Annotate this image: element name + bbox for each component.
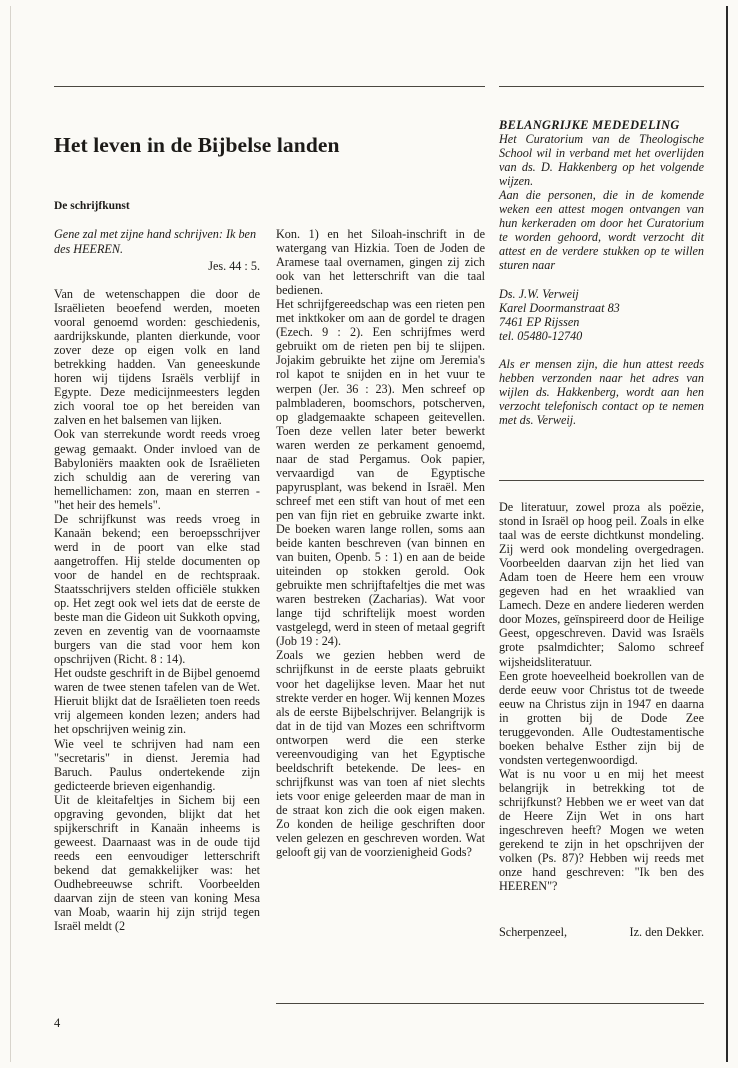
- paragraph: Het schrijfgereedschap was een rieten pen met inktkoker om aan de gordel te dragen (Ezech. 9 : 2). Een schrijfmes werd gebruikt om de rieten pen bij te slijpen. Jojakim gebruikte het zijne om Jeremia's rol kapot te snijden en in het vuur te werpen (Jer. 36 : 23). Men schreef op palmbladeren, boomschors, potscherven, op gladgemaakte schapeen geitevellen. Toen deze vellen later beter bewerkt waren werden ze perkament genoemd, naar de stad Pergamus. Ook papier, vervaardigd van de Egyptische papyrusplant, was bekend in Israël. Men schreef met een stift van hout of met een pen van fijn riet en gebruike zwarte inkt. De boeken waren lange rollen, soms aan beide kanten beschreven (van binnen en van buiten, Openb. 5 : 1) en aan de beide uiteinden op stokken gerold. Ook gebruikte men schrijftafeltjes die met was waren bestreken (Zacharias). Wat voor lange tijd schriftelijk moest worden vastgelegd, werd in steen of metaal gegrift (Job 19 : 24).: [276, 297, 485, 649]
- motto-quote: Gene zal met zijne hand schrijven: Ik ben des HEEREN.: [54, 227, 257, 256]
- article-column-2: [276, 227, 485, 859]
- paragraph: Het oudste geschrift in de Bijbel genoemd waren de twee stenen tafelen van de Wet. Hieruit blijkt dat de Israëlieten toen reeds vrij algemeen konden lezen; anders had het opschrijven weinig zin.: [54, 666, 260, 737]
- notice-paragraph: Het Curatorium van de Theologische School wil in verband met het overlijden van ds. D. Hakkenberg op het volgende wijzen.: [499, 132, 704, 189]
- paragraph: De schrijfkunst was reeds vroeg in Kanaän bekend; een beroepsschrijver werd in de poort van elke stad aangetroffen. Hij stelde documenten op voor de handel en de rechtspraak. Staatsschrijvers stelden officiële stukken op. Het zegt ook wel iets dat de eerste de beste man die Gideon uit Sukkoth opving, zeven en zeventig van de voornaamste burgers van die stad voor hem kon opschrijven (Richt. 8 : 14).: [54, 511, 260, 667]
- paragraph: Uit de kleitafeltjes in Sichem bij een opgraving gevonden, blijkt dat het spijkerschrift in Kanaän inheems is geweest. Daarnaast was in de oude tijd reeds een eenvoudiger letterschrift bekend dat gemakkelijker was: het Oudhebreeuwse schrift. Voorbeelden daarvan zijn de steen van koning Mesa van Moab, waarin hij zijn strijd tegen Israël meldt (2: [54, 792, 260, 934]
- address-line: Ds. J.W. Verweij: [499, 286, 579, 301]
- article-title: Het leven in de Bijbelse landen: [54, 133, 340, 157]
- paragraph: Wat is nu voor u en mij het meest belangrijk in betrekking tot de schrijfkunst? Hebben we er weet van dat de Heere Zijn Wet in ons hart ingeschreven heeft? Mogen we weten gerekend te zijn in het opschrijven der volken (Ps. 87)? Hebben wij reeds met onze hand geschreven: "Ik ben des HEEREN"?: [499, 766, 704, 894]
- notice-address: [499, 287, 704, 343]
- address-line: tel. 05480-12740: [499, 328, 583, 343]
- paragraph: Van de wetenschappen die door de Israëlieten beoefend werden, moeten vooral genoemd worden: geschiedenis, aardrijkskunde, planten dierkunde, voor zover deze op eigen volk en land betrekking hadden. Van geneeskunde horen wij tijdens Israëls verblijf in Egypte. Deze medicijnmeesters legden zich vooral toe op het bereiden van zalven en het balsemen van lijken.: [54, 287, 260, 428]
- paragraph: Zoals we gezien hebben werd de schrijfkunst in de eerste plaats gebruikt voor het dagelijkse leven. Maar het nut strekte verder en hoger. Wij kennen Mozes als de eerste Bijbelschrijver. Belangrijk is dat in de tijd van Mozes een schriftvorm ontworpen werd die een sterke vereenvoudiging van het Egyptische beeldschrift betekende. De lees- en schrijfkunst was van toen af niet slechts iets voor enige geleerden maar de man in de straat kon zich die ook eigen maken. Zo konden de heilige geschriften door velen gelezen en geschreven worden. Wat gelooft gij van de voorzienigheid Gods?: [276, 648, 485, 860]
- notice-title: BELANGRIJKE MEDEDELING: [499, 118, 680, 132]
- signature: [499, 925, 704, 940]
- notice-paragraph: Als er mensen zijn, die hun attest reeds hebben verzonden naar het adres van wijlen ds. Hakkenberg, wordt aan hen verzocht telefonisch contact op te nemen met ds. Verweij.: [499, 356, 704, 427]
- top-rule-left: [54, 86, 485, 87]
- notice-box: [499, 118, 704, 427]
- paragraph: De literatuur, zowel proza als poëzie, stond in Israël op hoog peil. Zoals in elke taal was de eerste dichtkunst mondeling. Zij werd ook mondeling overgedragen. Voorbeelden daarvan zijn het lied van Adam toen de Heere hem een vrouw gegeven had en het wraaklied van Lamech. Deze en andere liederen werden door Mozes, geïnspireerd door de Heilige Geest, opgeschreven. David was Israëls grote psalmdichter; Salomo schreef wijsheidsliteratuur.: [499, 500, 704, 669]
- page-number: 4: [54, 1016, 61, 1030]
- address-line: 7461 EP Rijssen: [499, 314, 580, 329]
- signature-place: Scherpenzeel,: [499, 925, 568, 939]
- notice-paragraph: Aan die personen, die in de komende weken een attest mogen ontvangen van hun kerkeraden om door het Curatorium te worden gehoord, wordt verzocht dit attest en de verdere stukken op te willen sturen naar: [499, 188, 704, 273]
- article-subheading: De schrijfkunst: [54, 200, 130, 212]
- article-column-3: [499, 500, 704, 893]
- paragraph: Ook van sterrekunde wordt reeds vroeg gewag gemaakt. Onder invloed van de Babyloniërs maakten ook de Israëlieten zich schuldig aan de verering van hemellichamen: zon, maan en sterren - "het heir des hemels".: [54, 427, 260, 512]
- paragraph: Een grote hoeveelheid boekrollen van de derde eeuw voor Christus tot de tweede eeuw na Christus zijn in 1947 en daarna in grotten bij de Dode Zee teruggevonden. Alle Oudtestamentische boeken behalve Esther zijn bij de vondsten vertegenwoordigd.: [499, 668, 704, 767]
- address-line: Karel Doormanstraat 83: [499, 300, 620, 315]
- motto-reference: Jes. 44 : 5.: [208, 259, 260, 273]
- paragraph: Kon. 1) en het Siloah-inschrift in de watergang van Hizkia. Toen de Joden de Aramese taal overnamen, gingen zij zich ook van het letterschrift van die taal bedienen.: [276, 227, 485, 298]
- paragraph: Wie veel te schrijven had nam een "secretaris" in dienst. Jeremia had Baruch. Paulus ondertekende zijn gedicteerde brieven eigenhandig.: [54, 736, 260, 793]
- notice-bottom-rule: [499, 480, 704, 481]
- signature-name: Iz. den Dekker.: [629, 925, 704, 939]
- top-rule-right: [499, 86, 704, 87]
- article-column-1: [54, 287, 260, 933]
- bottom-rule: [276, 1003, 704, 1004]
